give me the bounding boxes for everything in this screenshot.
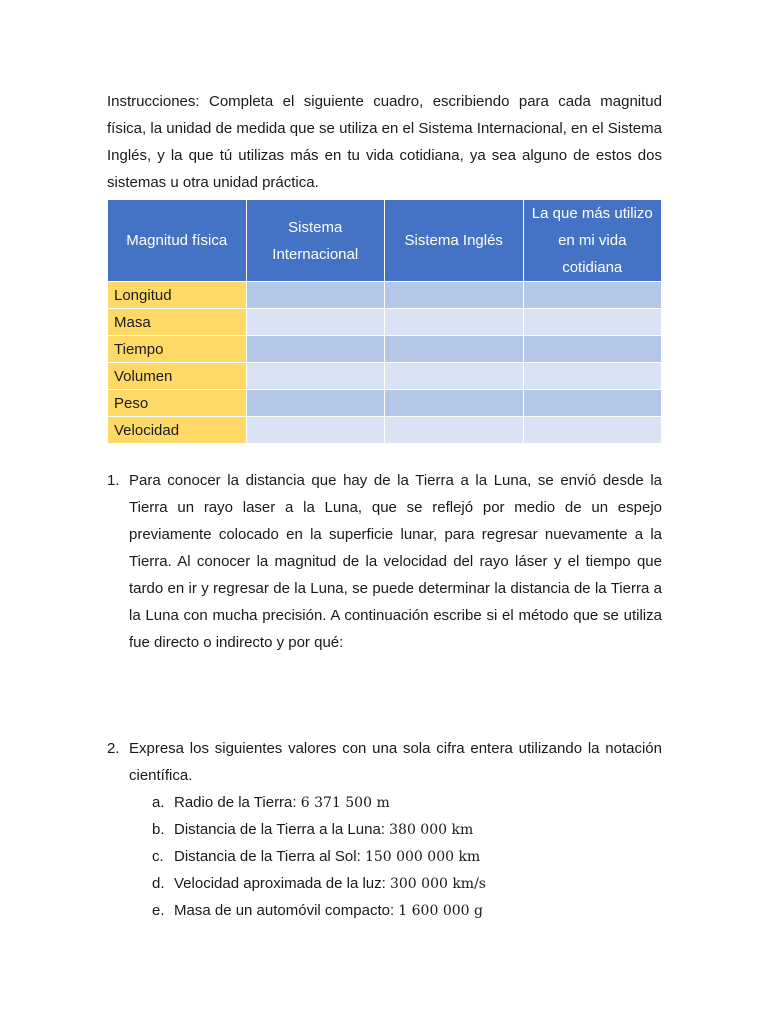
item-value: 380 000 km (389, 822, 474, 838)
table-header-row (108, 200, 662, 282)
magnitudes-table (107, 199, 662, 444)
table-cell[interactable] (246, 309, 385, 336)
table-cell[interactable] (246, 390, 385, 417)
header-vida-cotidiana: La que más utilizo en mi vida cotidiana (523, 200, 662, 282)
table-cell[interactable] (523, 417, 662, 444)
question-number: 1. (107, 472, 120, 489)
row-label: Longitud (108, 282, 247, 309)
table-cell[interactable] (385, 417, 524, 444)
question-2 (107, 735, 662, 789)
list-item (152, 816, 662, 843)
instructions-paragraph: Instrucciones: Completa el siguiente cuadro, escribiendo para cada magnitud física, la unidad de medida que se utiliza en el Sistema Internacional, en el Sistema Inglés, y la que tú utilizas más en tu vida cotidiana, ya sea alguno de estos dos sistemas u otra unidad práctica. (107, 93, 662, 191)
table-cell[interactable] (523, 336, 662, 363)
table-row (108, 363, 662, 390)
table-row (108, 417, 662, 444)
table-cell[interactable] (246, 417, 385, 444)
header-magnitud: Magnitud física (108, 200, 247, 282)
list-item (152, 897, 662, 924)
question-2-items (152, 789, 662, 924)
item-letter: e. (152, 902, 165, 919)
item-label: Radio de la Tierra: (174, 794, 297, 811)
row-label: Tiempo (108, 336, 247, 363)
row-label: Masa (108, 309, 247, 336)
item-value: 300 000 km/s (389, 876, 486, 892)
table-row (108, 309, 662, 336)
table-cell[interactable] (523, 390, 662, 417)
item-letter: c. (152, 848, 164, 865)
row-label: Volumen (108, 363, 247, 390)
list-item (152, 870, 662, 897)
question-1 (107, 467, 662, 656)
list-item (152, 843, 662, 870)
table-cell[interactable] (385, 363, 524, 390)
header-sistema-internacional: Sistema Internacional (246, 200, 385, 282)
item-label: Distancia de la Tierra a la Luna: (174, 821, 385, 838)
table-cell[interactable] (385, 309, 524, 336)
item-letter: a. (152, 794, 165, 811)
table-row (108, 282, 662, 309)
item-label: Masa de un automóvil compacto: (174, 902, 395, 919)
item-value: 6 371 500 m (300, 795, 390, 811)
table-cell[interactable] (246, 336, 385, 363)
table-cell[interactable] (385, 336, 524, 363)
item-value: 150 000 000 km (364, 849, 481, 865)
header-sistema-ingles: Sistema Inglés (385, 200, 524, 282)
table-cell[interactable] (385, 390, 524, 417)
question-text: Expresa los siguientes valores con una sola cifra entera utilizando la notación científica. (129, 740, 662, 784)
list-item (152, 789, 662, 816)
row-label: Peso (108, 390, 247, 417)
item-label: Distancia de la Tierra al Sol: (174, 848, 361, 865)
table-cell[interactable] (385, 282, 524, 309)
table-cell[interactable] (246, 363, 385, 390)
table-cell[interactable] (523, 282, 662, 309)
table-row (108, 336, 662, 363)
table-row (108, 390, 662, 417)
table-cell[interactable] (246, 282, 385, 309)
item-value: 1 600 000 g (398, 903, 483, 919)
question-number: 2. (107, 740, 120, 757)
row-label: Velocidad (108, 417, 247, 444)
item-letter: d. (152, 875, 165, 892)
question-text: Para conocer la distancia que hay de la Tierra a la Luna, se envió desde la Tierra un rayo laser a la Luna, que se reflejó por medio de un espejo previamente colocado en la superficie lunar, para regresar nuevamente a la Tierra. Al conocer la magnitud de la velocidad del rayo láser y el tiempo que tardo en ir y regresar de la Luna, se puede determinar la distancia de la Tierra a la Luna con mucha precisión. A continuación escribe si el método que se utiliza fue directo o indirecto y por qué: (129, 472, 662, 651)
table-cell[interactable] (523, 363, 662, 390)
table-cell[interactable] (523, 309, 662, 336)
item-letter: b. (152, 821, 165, 838)
item-label: Velocidad aproximada de la luz: (174, 875, 386, 892)
